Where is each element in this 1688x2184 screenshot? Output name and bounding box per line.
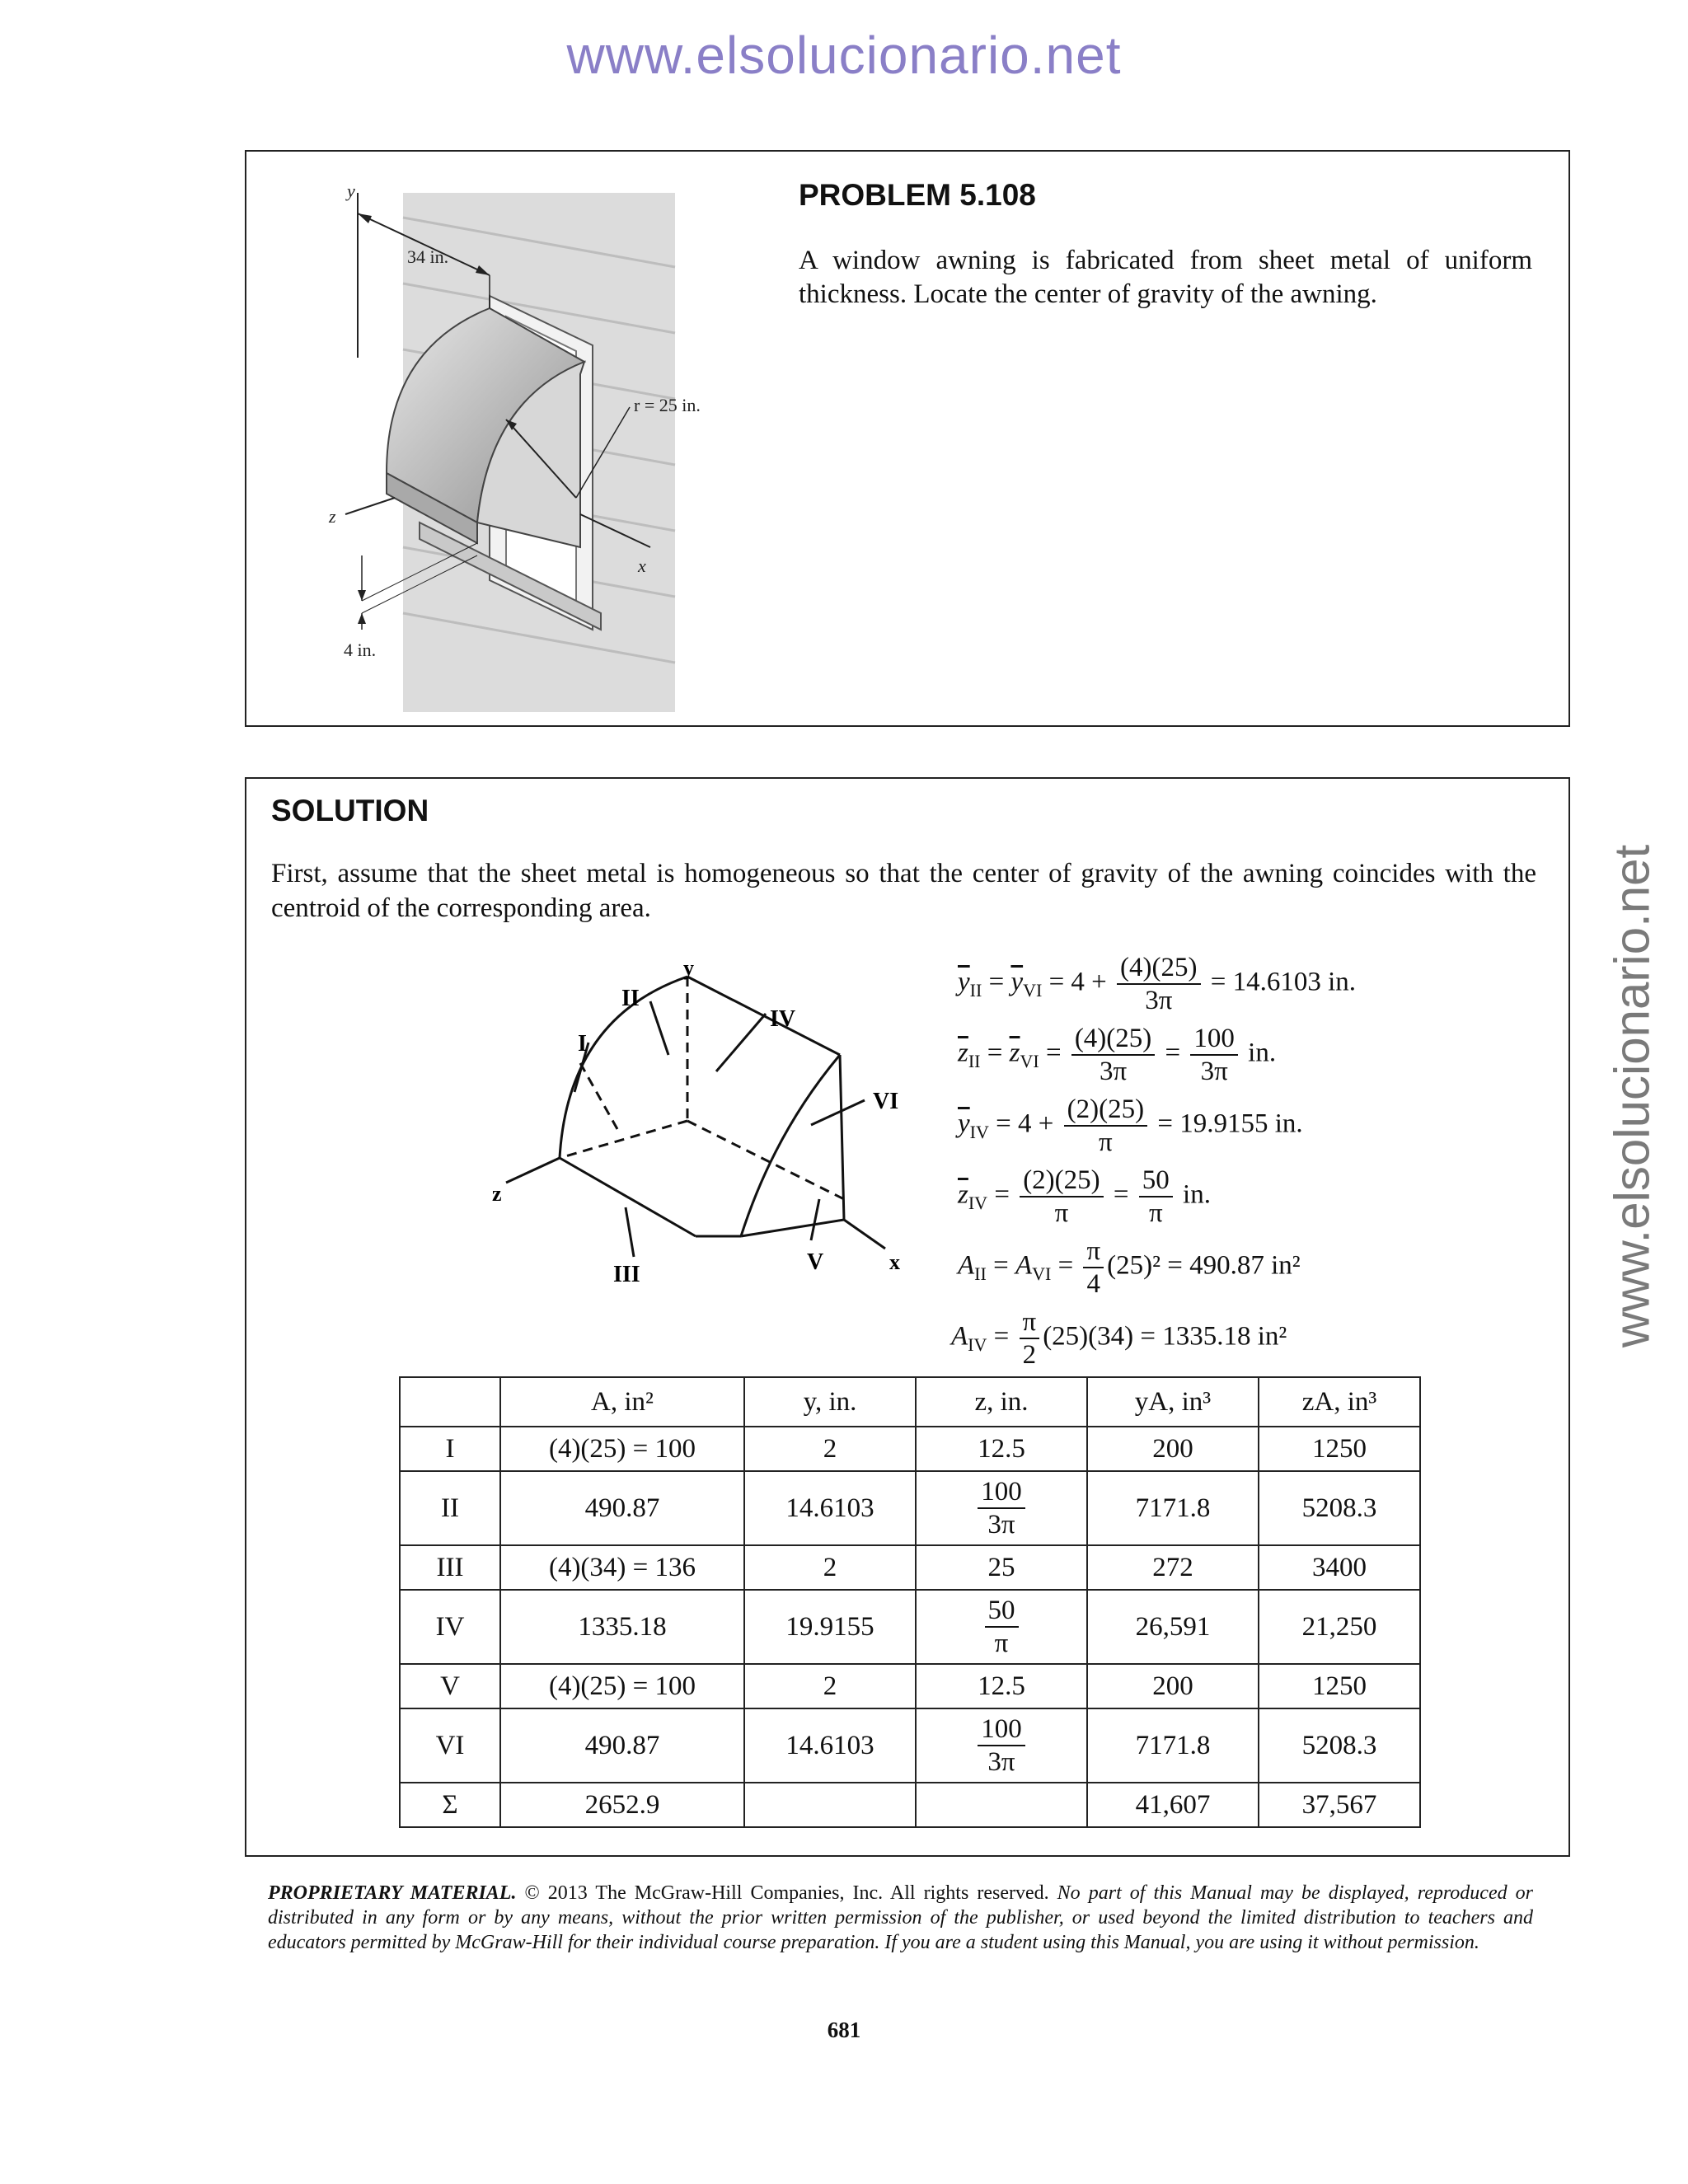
equation-y-II: $\overline{y}_{II} = \overline{y}_{VI} = 4$ + $\frac{(4)(25)}{3\pi}$ = 14.6103 in. — [958, 953, 1357, 1015]
page-number: 681 — [827, 2018, 861, 2042]
sketch-label-VI: VI — [873, 1089, 899, 1114]
cell-y: 14.6103 — [744, 1708, 916, 1783]
cell-zA: 3400 — [1259, 1545, 1420, 1590]
table-sum-row — [400, 1783, 1420, 1827]
cell-z — [916, 1783, 1087, 1827]
cell-zA: 21,250 — [1259, 1590, 1420, 1664]
cell-y: 2 — [744, 1545, 916, 1590]
cell-part: II — [400, 1471, 500, 1545]
cell-A: (4)(34) = 136 — [500, 1545, 744, 1590]
cell-z: $\frac{100}{3\pi}$ — [916, 1708, 1087, 1783]
problem-title: PROBLEM 5.108 — [799, 178, 1036, 212]
sketch-label-x: x — [889, 1250, 900, 1274]
equation-A-IV: $A_{IV}$ = $\frac{\pi}{2}$ (25)(34) = 1335.18 in² — [951, 1307, 1287, 1370]
cell-A: (4)(25) = 100 — [500, 1427, 744, 1471]
cell-yA: 272 — [1087, 1545, 1259, 1590]
cell-yA: 7171.8 — [1087, 1708, 1259, 1783]
cell-z: $\frac{100}{3\pi}$ — [916, 1471, 1087, 1545]
cell-y: 14.6103 — [744, 1471, 916, 1545]
cell-z: $\frac{50}{\pi}$ — [916, 1590, 1087, 1664]
table-row — [400, 1590, 1420, 1664]
dim-4-label: 4 in. — [344, 640, 377, 660]
cell-yA: 41,607 — [1087, 1783, 1259, 1827]
header-y: y, in. — [744, 1377, 916, 1427]
cell-part: V — [400, 1664, 500, 1708]
cell-A: 2652.9 — [500, 1783, 744, 1827]
table-row — [400, 1545, 1420, 1590]
header-yA: yA, in³ — [1087, 1377, 1259, 1427]
sketch-label-IV: IV — [770, 1006, 796, 1032]
cell-part: III — [400, 1545, 500, 1590]
equation-y-IV: $\overline{y}_{IV} = 4$ + $\frac{(2)(25)}{\pi}$ = 19.9155 in. — [958, 1094, 1303, 1157]
header-z: z, in. — [916, 1377, 1087, 1427]
axis-z-label: z — [329, 506, 336, 527]
header-zA: zA, in³ — [1259, 1377, 1420, 1427]
sketch-label-z: z — [492, 1182, 502, 1206]
cell-part: VI — [400, 1708, 500, 1783]
radius-label: r = 25 in. — [634, 395, 701, 415]
sketch-label-I: I — [578, 1031, 587, 1057]
cell-part: IV — [400, 1590, 500, 1664]
equation-z-II: $\overline{z}_{II} = \overline{z}_{VI}$ = $\frac{(4)(25)}{3\pi}$ = $\frac{100}{3\pi}$ in. — [958, 1024, 1277, 1086]
problem-text: A window awning is fabricated from sheet metal of uniform thickness. Locate the center of gravity of the awning. — [799, 246, 1532, 309]
cell-zA: 5208.3 — [1259, 1471, 1420, 1545]
solution-title: SOLUTION — [271, 794, 429, 827]
cell-y: 2 — [744, 1664, 916, 1708]
dim-34-label: 34 in. — [407, 246, 449, 267]
cell-A: 490.87 — [500, 1471, 744, 1545]
cell-zA: 5208.3 — [1259, 1708, 1420, 1783]
footer-bold: PROPRIETARY MATERIAL. — [268, 1882, 517, 1904]
cell-y: 19.9155 — [744, 1590, 916, 1664]
cell-zA: 37,567 — [1259, 1783, 1420, 1827]
table-row — [400, 1427, 1420, 1471]
cell-yA: 200 — [1087, 1664, 1259, 1708]
sketch-label-II: II — [621, 986, 640, 1011]
awning-sketch — [403, 956, 1013, 1315]
table-row — [400, 1471, 1420, 1545]
cell-part: I — [400, 1427, 500, 1471]
cell-zA: 1250 — [1259, 1664, 1420, 1708]
cell-part: Σ — [400, 1783, 500, 1827]
sketch-label-V: V — [807, 1249, 824, 1275]
header-A: A, in² — [500, 1377, 744, 1427]
cell-zA: 1250 — [1259, 1427, 1420, 1471]
solution-intro: First, assume that the sheet metal is homogeneous so that the center of gravity of the awning coincides with the centroid of the corresponding area. — [271, 859, 1536, 923]
watermark-top[interactable]: www.elsolucionario.net — [566, 26, 1122, 85]
table-row — [400, 1708, 1420, 1783]
sketch-label-III: III — [613, 1262, 640, 1287]
table-row — [400, 1664, 1420, 1708]
footer-italic: No part of this Manual may be displayed, reproduced or distributed in any form or by any means, without the prior written permission of the publisher, or used beyond the limited distribution to teachers and educators permitted by McGraw-Hill for their individual course preparation. If you are a student using this Manual, you are using it without permission. — [268, 1882, 1533, 1953]
cell-z: 25 — [916, 1545, 1087, 1590]
copyright-footer — [268, 1881, 1533, 1955]
problem-box — [245, 150, 1570, 727]
table-header-row — [400, 1377, 1420, 1427]
header-part — [400, 1377, 500, 1427]
cell-yA: 7171.8 — [1087, 1471, 1259, 1545]
axis-x-label: x — [638, 555, 646, 576]
cell-z: 12.5 — [916, 1664, 1087, 1708]
centroid-table — [399, 1376, 1421, 1828]
cell-y: 2 — [744, 1427, 916, 1471]
cell-z: 12.5 — [916, 1427, 1087, 1471]
axis-y-label: y — [347, 180, 355, 201]
watermark-side: www.elsolucionario.net — [1604, 844, 1660, 1348]
awning-figure — [296, 168, 774, 712]
sketch-label-y: y — [683, 956, 694, 980]
cell-A: 490.87 — [500, 1708, 744, 1783]
footer-normal: © 2013 The McGraw-Hill Companies, Inc. All rights reserved. — [516, 1882, 1049, 1904]
equation-z-IV: $\overline{z}_{IV}$ = $\frac{(2)(25)}{\pi}$ = $\frac{50}{\pi}$ in. — [958, 1165, 1211, 1228]
cell-yA: 26,591 — [1087, 1590, 1259, 1664]
equation-A-II: $A_{II} = A_{VI}$ = $\frac{\pi}{4}$ (25)² = 490.87 in² — [958, 1236, 1301, 1299]
cell-y — [744, 1783, 916, 1827]
cell-A: (4)(25) = 100 — [500, 1664, 744, 1708]
cell-A: 1335.18 — [500, 1590, 744, 1664]
cell-yA: 200 — [1087, 1427, 1259, 1471]
